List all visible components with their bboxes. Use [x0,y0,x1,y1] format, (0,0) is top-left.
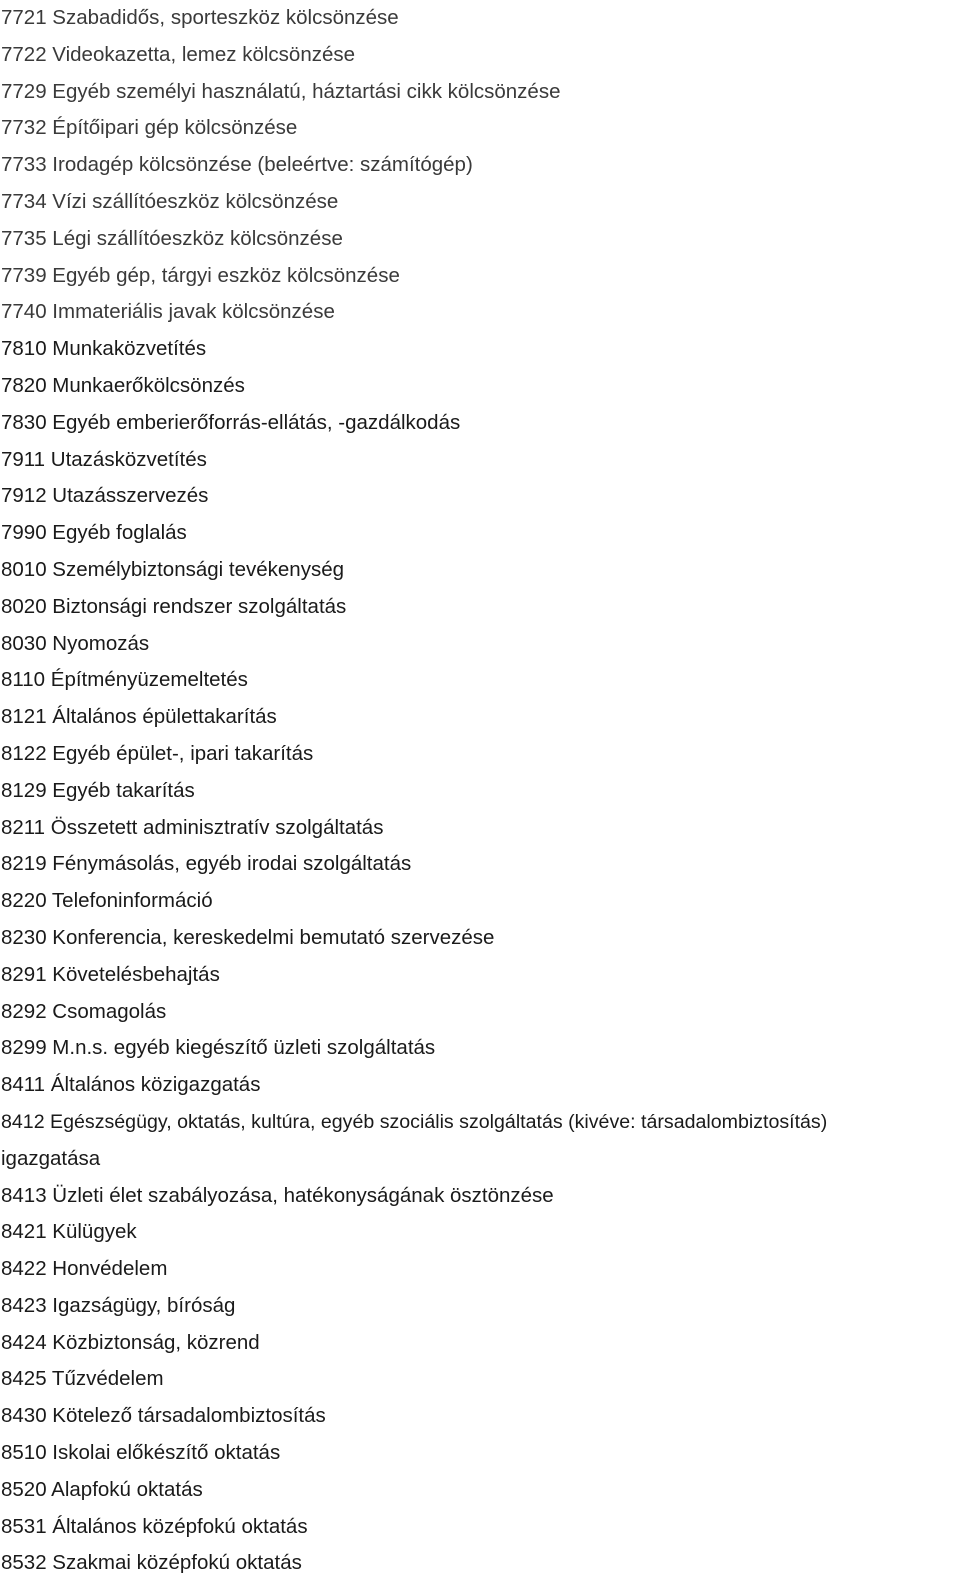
list-item: 8531 Általános középfokú oktatás [1,1514,308,1538]
list-item: 8110 Építményüzemeltetés [1,668,248,692]
list-item: 8010 Személybiztonsági tevékenység [1,557,345,581]
list-item: 8520 Alapfokú oktatás [1,1477,203,1501]
list-item: 7735 Légi szállítóeszköz kölcsönzése [1,226,343,250]
list-item: 8510 Iskolai előkészítő oktatás [1,1441,281,1465]
list-item-continuation: igazgatása [1,1146,101,1170]
list-item: 8219 Fénymásolás, egyéb irodai szolgáltatás [1,852,412,876]
list-item: 7729 Egyéb személyi használatú, háztartási cikk kölcsönzése [1,79,561,103]
list-item: 7912 Utazásszervezés [1,484,209,508]
list-item: 7911 Utazásközvetítés [1,447,207,471]
list-item: 7810 Munkaközvetítés [1,337,207,361]
list-item: 8121 Általános épülettakarítás [1,705,277,729]
list-item: 8532 Szakmai középfokú oktatás [1,1551,302,1575]
list-item: 8291 Követelésbehajtás [1,962,220,986]
list-item: 7722 Videokazetta, lemez kölcsönzése [1,42,356,66]
list-item: 7732 Építőipari gép kölcsönzése [1,116,298,140]
list-item: 8129 Egyéb takarítás [1,778,195,802]
list-item: 8411 Általános közigazgatás [1,1073,261,1097]
list-item: 8122 Egyéb épület-, ipari takarítás [1,741,314,765]
list-item: 8299 M.n.s. egyéb kiegészítő üzleti szolgáltatás [1,1036,436,1060]
list-item: 7721 Szabadidős, sporteszköz kölcsönzése [1,6,399,29]
list-item: 8413 Üzleti élet szabályozása, hatékonyságának ösztönzése [1,1183,554,1207]
list-item: 7739 Egyéb gép, tárgyi eszköz kölcsönzése [1,263,400,287]
list-item: 8220 Telefoninformáció [1,889,213,913]
list-item: 8412 Egészségügy, oktatás, kultúra, egyéb szociális szolgáltatás (kivéve: társadalombiztosítás) [1,1110,828,1133]
list-item: 7820 Munkaerőkölcsönzés [1,373,245,397]
list-item: 8421 Külügyek [1,1220,137,1244]
list-item: 8020 Biztonsági rendszer szolgáltatás [1,594,347,618]
list-item: 8430 Kötelező társadalombiztosítás [1,1404,326,1428]
list-item: 8424 Közbiztonság, közrend [1,1330,260,1354]
list-item: 7734 Vízi szállítóeszköz kölcsönzése [1,189,339,213]
list-item: 8030 Nyomozás [1,631,150,655]
list-item: 8423 Igazságügy, bíróság [1,1293,236,1317]
list-item: 7740 Immateriális javak kölcsönzése [1,300,335,324]
list-item: 8425 Tűzvédelem [1,1367,164,1391]
list-item: 8211 Összetett adminisztratív szolgáltatás [1,815,384,839]
list-item: 7990 Egyéb foglalás [1,521,187,545]
list-item: 7733 Irodagép kölcsönzése (beleértve: számítógép) [1,153,473,177]
list-item: 8422 Honvédelem [1,1257,168,1281]
list-item: 8292 Csomagolás [1,999,167,1023]
list-item: 8230 Konferencia, kereskedelmi bemutató szervezése [1,925,495,949]
list-item: 7830 Egyéb emberierőforrás-ellátás, -gazdálkodás [1,410,461,434]
